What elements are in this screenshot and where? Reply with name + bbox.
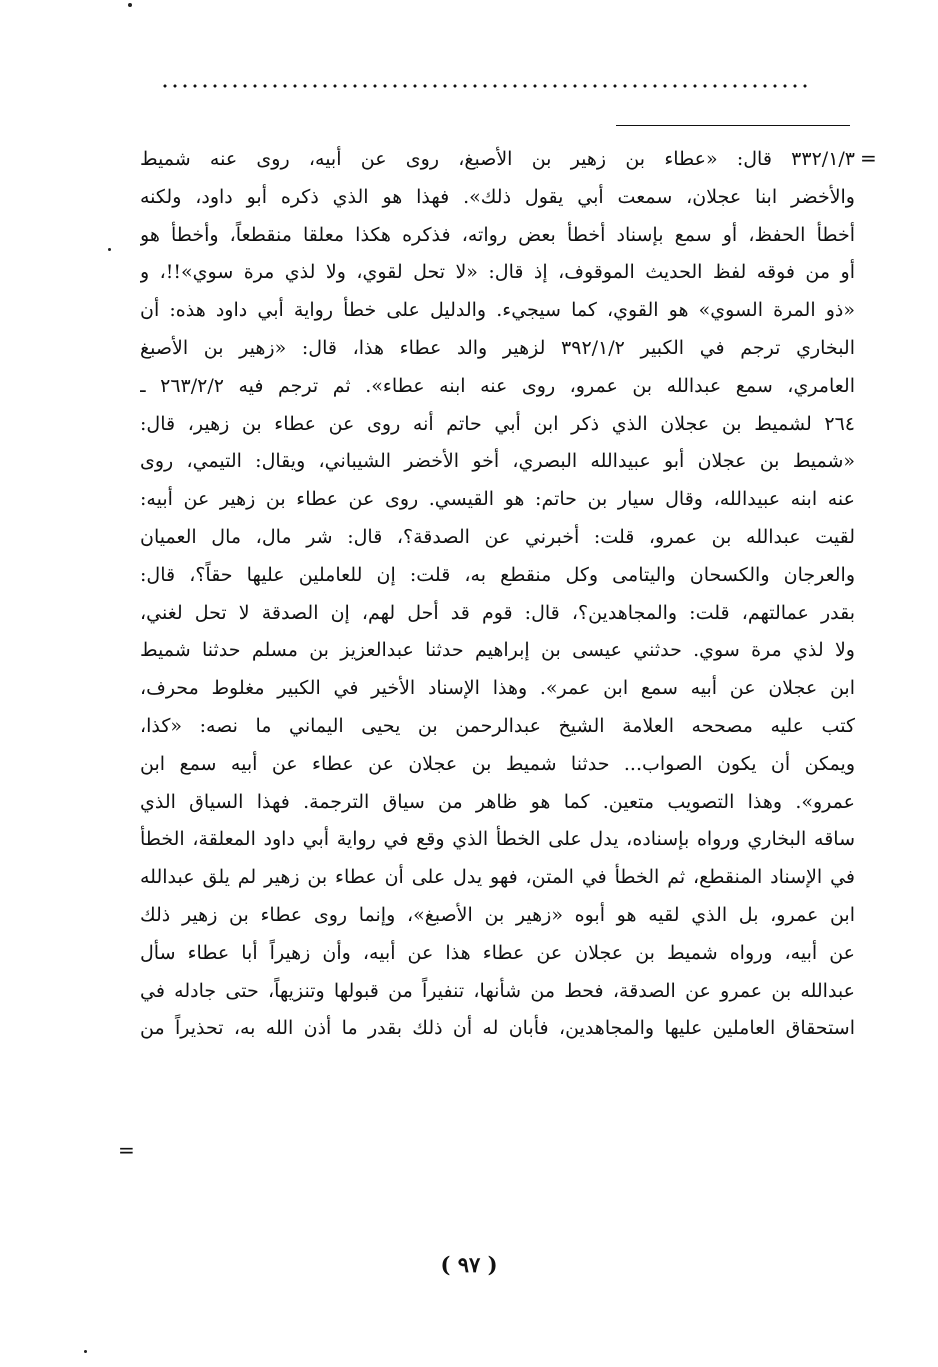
page-number: ( ٩٧ ) [440, 1252, 498, 1277]
text-line: كتب عليه مصححه العلامة الشيخ عبدالرحمن بن يحيى اليماني ما نصه: «كذا، [140, 714, 855, 737]
text-line: ابن عمرو، بل الذي لقيه هو أبوه «زهير بن الأصبغ»، وإنما روى عطاء بن زهير ذلك [140, 903, 855, 926]
footnote-rule [616, 125, 850, 126]
text-line: البخاري ترجم في الكبير ٣٩٢/١/٢ لزهير والد عطاء هذا، قال: «زهير بن الأصبغ [140, 336, 855, 359]
text-line: عمرو». وهذا التصويب متعين. كما هو ظاهر من سياق الترجمة. فهذا السياق الذي [140, 790, 855, 813]
text-line: والأخضر ابنا عجلان، سمعت أبي يقول ذلك». فهذا هو الذي ذكره أبو داود، ولكنه [140, 185, 855, 208]
scan-speck [84, 1350, 87, 1353]
text-line: في الإسناد المنقطع، ثم الخطأ في المتن، فهو يدل على أن عطاء بن زهير لم يلق عبدالله [140, 866, 855, 889]
text-line: ساقه البخاري ورواه بإسناده، يدل على الخطأ الذي وقع في رواية أبي داود المعلقة، الخطأ [140, 828, 855, 851]
scan-speck [108, 248, 111, 251]
text-line: «شميط بن عجلان أبو عبيدالله البصري، أخو الأخضر الشيباني، ويقال: التيمي، روى [140, 450, 855, 473]
text-line: أخطأ الحفظ، أو سمع بإسناد أخطأ بعض رواته، فذكره هكذا معلقا منقطعاً، وأخطأ هو [140, 223, 855, 246]
text-line: عبدالله بن عمرو عن الصدقة، فحط من شأنها، تنفيراً من قبولها وتنزيهاً، حتى جادله في [140, 979, 855, 1002]
text-line: أو من فوقه لفظ الحديث الموقوف، إذ قال: «لا تحل لقوي، ولا لذي مرة سوي»!!، و [140, 261, 855, 284]
text-line: عنه ابنه عبيدالله، وقال سيار بن حاتم: هو القيسي. روى عن عطاء بن زهير عن أبيه: [140, 488, 855, 511]
dotted-separator [160, 84, 810, 88]
text-line: استحقاق العاملين عليها والمجاهدين، فأبان له أن ذلك بقدر ما أذن الله به، تحذيراً من [140, 1017, 855, 1040]
continuation-mark-top: = [860, 146, 877, 170]
text-line: بقدر عمالتهم، قلت: والمجاهدين؟، قال: قوم قد أحل لهم، إن الصدقة لا تحل لغني، [140, 601, 855, 624]
footnote-text [140, 141, 855, 1048]
text-line: ابن عجلان عن أبيه سمع ابن عمر». وهذا الإسناد الأخير في الكبير مغلوط محرف، [140, 677, 855, 700]
text-line: «ذو المرة السوي» هو القوي، كما سيجيء. والدليل على خطأ رواية أبي داود هذه: أن [140, 299, 855, 322]
text-line: ويمكن أن يكون الصواب... حدثنا شميط بن عجلان عن عطاء عن أبيه سمع ابن [140, 752, 855, 775]
scan-speck [128, 3, 132, 7]
text-line: ٢٦٤ لشميط بن عجلان الذي ذكر ابن أبي حاتم أنه روى عن عطاء بن زهير، قال: [140, 412, 855, 435]
text-line: العامري، سمع عبدالله بن عمرو، روى عنه ابنه عطاء». ثم ترجم فيه ٢٦٣/٢/٢ ـ [140, 374, 855, 397]
text-line: ٣٣٢/١/٣ قال: «عطاء بن زهير بن الأصبغ، روى عن أبيه، روى عنه شميط [140, 148, 855, 170]
continuation-mark-bottom: = [118, 1138, 135, 1162]
text-line: لقيت عبدالله بن عمرو، قلت: أخبرني عن الصدقة؟، قال: شر مال، مال العميان [140, 525, 855, 548]
text-line: ولا لذي مرة سوي. حدثني عيسى بن إبراهيم حدثنا عبدالعزيز بن مسلم حدثنا شميط [140, 639, 855, 662]
text-line: والعرجان والكسحان واليتامى وكل منقطع به، قلت: إن للعاملين عليها حقاً؟، قال: [140, 563, 855, 586]
text-line: عن أبيه، ورواه شميط بن عجلان عن عطاء هذا عن أبيه، وأن زهيراً أبا عطاء سأل [140, 941, 855, 964]
